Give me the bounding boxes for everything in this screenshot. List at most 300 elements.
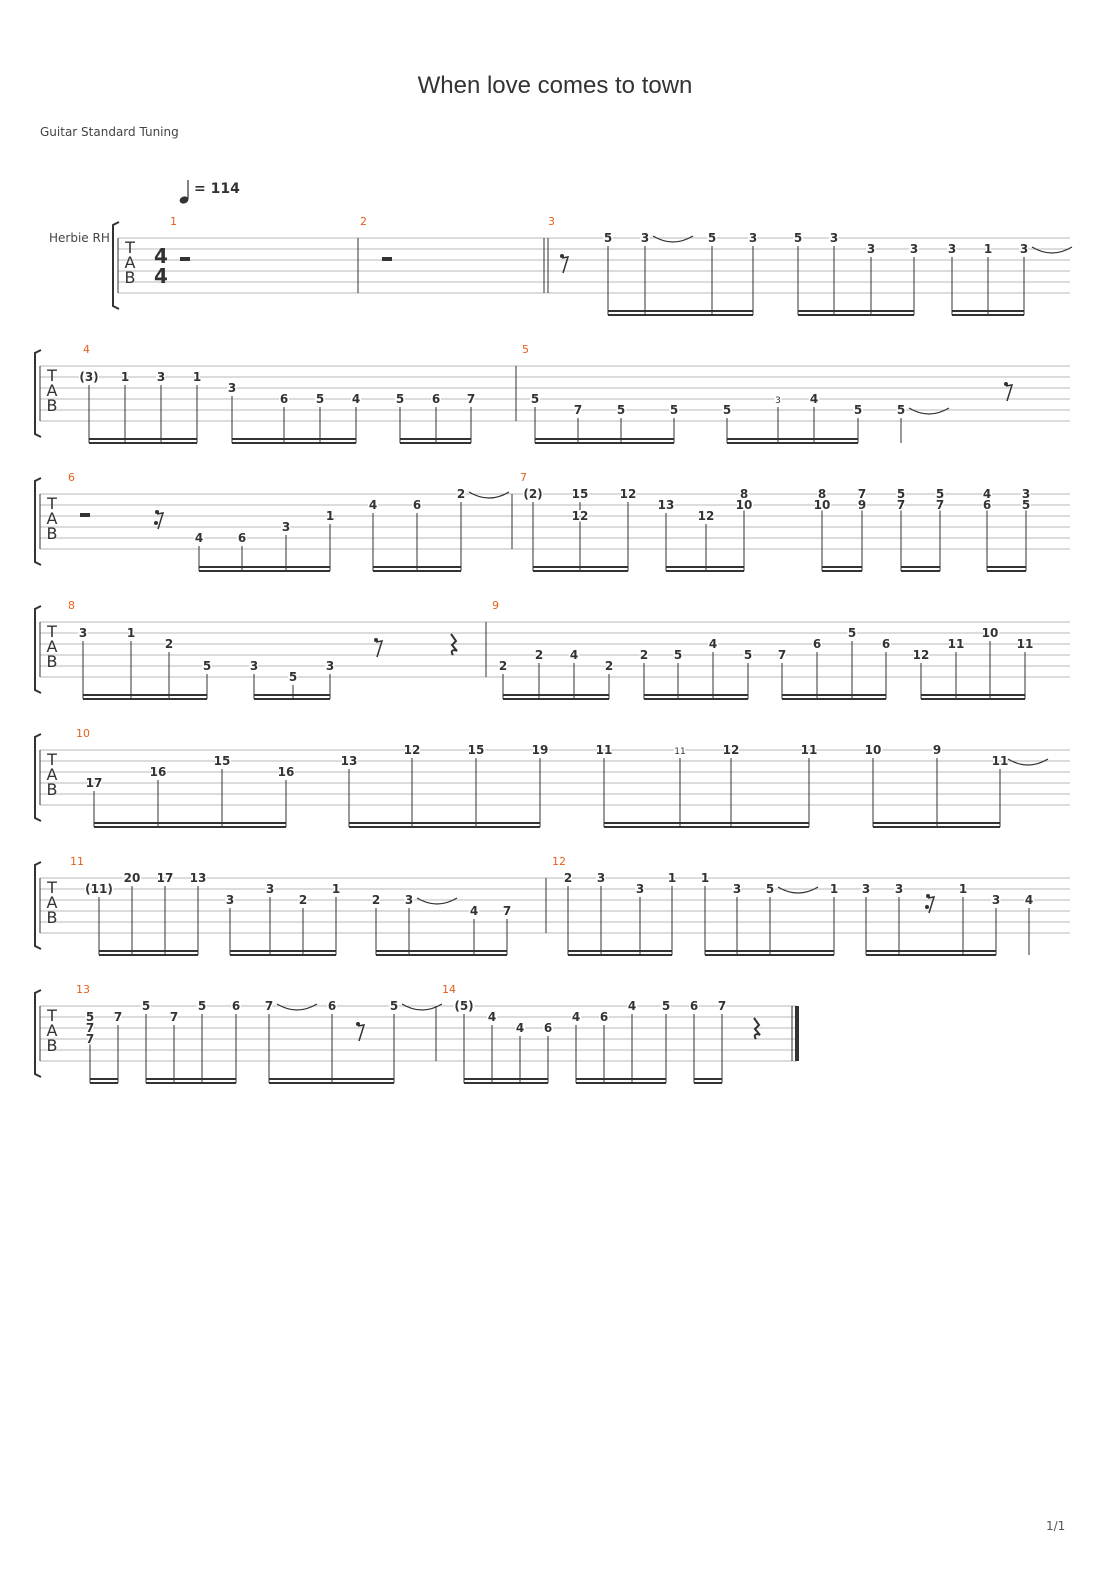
tab-note xyxy=(250,659,258,699)
tab-note xyxy=(814,498,831,571)
beam xyxy=(131,694,169,696)
fret-number: 7 xyxy=(466,392,476,406)
tie xyxy=(417,898,457,904)
fret-number: 4 xyxy=(469,904,479,918)
beam xyxy=(539,694,574,696)
fret-number: 7 xyxy=(935,498,945,512)
beam xyxy=(293,694,330,696)
tab-note xyxy=(266,882,274,955)
tab-note xyxy=(733,882,741,955)
tab-note xyxy=(982,626,999,699)
fret-number: 13 xyxy=(189,871,207,885)
beam xyxy=(230,954,270,956)
measure-number: 2 xyxy=(360,215,367,228)
beam xyxy=(539,698,574,700)
measure-11 xyxy=(70,855,546,956)
beam xyxy=(782,694,817,696)
rest-dot xyxy=(154,521,158,525)
fret-number: 5 xyxy=(1021,498,1031,512)
beam xyxy=(632,1078,666,1080)
fret-number: 16 xyxy=(277,765,295,779)
fret-number: 11 xyxy=(1016,637,1034,651)
beam xyxy=(146,1078,174,1080)
beam xyxy=(409,954,474,956)
fret-number: 3 xyxy=(156,370,166,384)
fret-number: 11 xyxy=(674,747,686,757)
fret-number: 4 xyxy=(351,392,361,406)
tab-note xyxy=(190,871,207,955)
fret-number: 5 xyxy=(202,659,212,673)
fret-number: 1 xyxy=(983,242,993,256)
tab-note xyxy=(794,231,802,315)
tab-note xyxy=(701,871,709,955)
tab-note xyxy=(299,893,307,955)
beam xyxy=(400,442,436,444)
tab-note xyxy=(620,487,637,571)
beam xyxy=(535,442,578,444)
fret-number: 1 xyxy=(325,509,335,523)
fret-number: 3 xyxy=(748,231,758,245)
beam xyxy=(232,438,284,440)
beam xyxy=(987,566,1026,568)
beam xyxy=(852,698,886,700)
fret-number: 5 xyxy=(853,403,863,417)
tab-clef-letter: T xyxy=(47,878,57,897)
beam xyxy=(601,954,640,956)
tab-note xyxy=(278,765,295,827)
tab-note xyxy=(813,637,821,699)
beam xyxy=(727,442,778,444)
beam xyxy=(640,950,672,952)
beam xyxy=(727,438,778,440)
staff-system xyxy=(35,471,1070,572)
tab-note xyxy=(142,999,150,1083)
beam xyxy=(956,694,990,696)
beam xyxy=(782,698,817,700)
beam xyxy=(814,438,858,440)
fret-number: 3 xyxy=(894,882,904,896)
beam xyxy=(871,310,914,312)
measure-number: 14 xyxy=(442,983,456,996)
fret-number: 2 xyxy=(534,648,544,662)
rest-dot xyxy=(925,905,929,909)
fret-number: 3 xyxy=(861,882,871,896)
fret-number: 11 xyxy=(991,754,1009,768)
beam xyxy=(987,570,1026,572)
tab-note xyxy=(488,1010,496,1083)
half-rest xyxy=(180,257,190,261)
fret-number: 12 xyxy=(403,743,421,757)
tab-note xyxy=(830,882,838,955)
tab-clef-letter: T xyxy=(125,238,135,257)
beam xyxy=(284,438,320,440)
fret-number: 7 xyxy=(169,1010,179,1024)
beam xyxy=(645,314,712,316)
tab-note xyxy=(198,999,206,1083)
track-name: Herbie RH xyxy=(49,231,110,245)
beam xyxy=(158,826,222,828)
beam xyxy=(817,698,852,700)
fret-number: 7 xyxy=(264,999,274,1013)
fret-number: 3 xyxy=(866,242,876,256)
fret-number: 4 xyxy=(194,531,204,545)
beam xyxy=(580,566,628,568)
measure-number: 1 xyxy=(170,215,177,228)
tempo-value: = 114 xyxy=(194,181,240,197)
tab-note xyxy=(984,242,992,315)
fret-number: 4 xyxy=(809,392,819,406)
tab-note xyxy=(674,747,685,827)
beam xyxy=(694,1082,722,1084)
measure-2 xyxy=(360,215,548,293)
tab-note xyxy=(933,743,941,827)
tab-note xyxy=(690,999,698,1083)
beam xyxy=(680,822,731,824)
beam xyxy=(242,566,286,568)
fret-number: 19 xyxy=(531,743,549,757)
fret-number: 20 xyxy=(123,871,141,885)
tab-note xyxy=(523,487,542,571)
beam xyxy=(778,438,814,440)
measure-7 xyxy=(520,471,1030,572)
beam xyxy=(332,1078,394,1080)
tab-note xyxy=(150,765,167,827)
tab-note xyxy=(895,882,903,955)
fret-number: 5 xyxy=(395,392,405,406)
beam xyxy=(125,442,161,444)
time-signature-bottom: 4 xyxy=(154,264,168,288)
beam xyxy=(533,566,580,568)
fret-number: 5 xyxy=(85,1010,95,1024)
tab-note xyxy=(390,999,442,1083)
fret-number: 7 xyxy=(113,1010,123,1024)
fret-number: 16 xyxy=(149,765,167,779)
beam xyxy=(99,950,132,952)
beam xyxy=(89,442,125,444)
tab-note xyxy=(636,882,644,955)
tab-note xyxy=(854,403,862,443)
beam xyxy=(474,954,507,956)
beam xyxy=(737,950,770,952)
measure-number: 3 xyxy=(548,215,555,228)
tab-note xyxy=(203,659,211,699)
measure-number: 11 xyxy=(70,855,84,868)
beam xyxy=(199,566,242,568)
fret-number: 3 xyxy=(991,893,1001,907)
half-rest xyxy=(80,513,90,517)
tab-clef-letter: T xyxy=(47,494,57,513)
fret-number: 6 xyxy=(881,637,891,651)
tab-note xyxy=(532,743,549,827)
beam xyxy=(770,950,834,952)
measure-number: 6 xyxy=(68,471,75,484)
beam xyxy=(90,1078,118,1080)
fret-number: 1 xyxy=(958,882,968,896)
tab-note xyxy=(983,498,991,571)
beam xyxy=(373,570,417,572)
beam xyxy=(464,1078,492,1080)
beam xyxy=(576,1082,604,1084)
tab-note xyxy=(572,509,589,571)
beam xyxy=(578,442,621,444)
beam xyxy=(464,1082,492,1084)
fret-number: 10 xyxy=(735,498,753,512)
beam xyxy=(99,954,132,956)
tie xyxy=(469,492,509,498)
beam xyxy=(937,826,1000,828)
beam xyxy=(568,950,601,952)
beam xyxy=(666,570,706,572)
beam xyxy=(132,954,165,956)
fret-number: 12 xyxy=(619,487,637,501)
fret-number: 3 xyxy=(640,231,650,245)
beam xyxy=(412,826,476,828)
beam xyxy=(503,694,539,696)
fret-number: 7 xyxy=(717,999,727,1013)
measure-5 xyxy=(522,343,1012,444)
fret-number: 9 xyxy=(932,743,942,757)
fret-number: (3) xyxy=(79,370,99,384)
beam xyxy=(293,698,330,700)
tuning-label: Guitar Standard Tuning xyxy=(40,125,179,139)
measure-number: 8 xyxy=(68,599,75,612)
beam xyxy=(778,442,814,444)
beam xyxy=(608,314,645,316)
beam xyxy=(901,566,940,568)
tab-note xyxy=(848,626,856,699)
fret-number: 1 xyxy=(829,882,839,896)
fret-number: 11 xyxy=(595,743,613,757)
fret-number: 6 xyxy=(231,999,241,1013)
beam xyxy=(242,570,286,572)
tab-note xyxy=(570,648,578,699)
tab-note xyxy=(1025,893,1033,955)
measure-number: 12 xyxy=(552,855,566,868)
tab-clef-letter: A xyxy=(46,637,58,656)
tab-note xyxy=(862,882,870,955)
beam xyxy=(988,314,1024,316)
beam xyxy=(125,438,161,440)
tab-note xyxy=(600,1010,608,1083)
fret-number: 6 xyxy=(237,531,247,545)
beam xyxy=(533,570,580,572)
tab-note xyxy=(596,743,613,827)
tab-note xyxy=(617,403,625,443)
fret-number: 17 xyxy=(85,776,103,790)
beam xyxy=(269,1082,332,1084)
beam xyxy=(988,310,1024,312)
fret-number: 6 xyxy=(327,999,337,1013)
tab-note xyxy=(913,648,930,699)
beam xyxy=(492,1082,520,1084)
measure-12 xyxy=(552,855,1033,956)
beam xyxy=(963,950,996,952)
tab-clef-letter: A xyxy=(46,381,58,400)
tab-note xyxy=(157,871,174,955)
tab-clef-letter: T xyxy=(47,366,57,385)
beam xyxy=(199,570,242,572)
fret-number: 3 xyxy=(78,626,88,640)
beam xyxy=(901,570,940,572)
fret-number: 3 xyxy=(829,231,839,245)
fret-number: 5 xyxy=(603,231,613,245)
beam xyxy=(956,698,990,700)
fret-number: 4 xyxy=(571,1010,581,1024)
fret-number: 8 xyxy=(817,487,827,501)
fret-number: 5 xyxy=(669,403,679,417)
measure-14 xyxy=(442,983,799,1084)
tab-note xyxy=(674,648,682,699)
measure-number: 10 xyxy=(76,727,90,740)
tab-note xyxy=(79,370,98,443)
tab-note xyxy=(86,776,103,827)
beam xyxy=(169,698,207,700)
tab-note xyxy=(341,754,358,827)
beam xyxy=(899,950,963,952)
beam xyxy=(873,822,937,824)
tab-note xyxy=(328,999,336,1083)
beam xyxy=(132,950,165,952)
tie xyxy=(1032,247,1072,253)
fret-number: 3 xyxy=(265,882,275,896)
page-number: 1/1 xyxy=(1046,1519,1066,1533)
tab-note xyxy=(564,871,572,955)
beam xyxy=(706,570,744,572)
beam xyxy=(436,438,471,440)
tab-note xyxy=(405,893,457,955)
fret-number: 9 xyxy=(857,498,867,512)
tab-note xyxy=(232,999,240,1083)
tab-note xyxy=(282,520,290,571)
fret-number: 5 xyxy=(197,999,207,1013)
tab-note xyxy=(226,893,234,955)
tab-note xyxy=(766,882,818,955)
fret-number: 3 xyxy=(227,381,237,395)
tab-note xyxy=(897,403,949,443)
fret-number: 5 xyxy=(707,231,717,245)
fret-number: 3 xyxy=(249,659,259,673)
fret-number: 2 xyxy=(639,648,649,662)
tab-note xyxy=(544,1021,552,1083)
beam xyxy=(604,1082,632,1084)
fret-number: 3 xyxy=(1021,487,1031,501)
beam xyxy=(254,694,293,696)
beam xyxy=(94,822,158,824)
beam xyxy=(303,954,336,956)
fret-number: 10 xyxy=(864,743,882,757)
beam xyxy=(712,310,753,312)
fret-number: 7 xyxy=(777,648,787,662)
tab-clef-letter: B xyxy=(46,1036,58,1055)
tab-note xyxy=(867,242,875,315)
fret-number: 6 xyxy=(279,392,289,406)
fret-number: 13 xyxy=(340,754,358,768)
tab-note xyxy=(332,882,340,955)
beam xyxy=(230,950,270,952)
beam xyxy=(303,950,336,952)
final-barline-thick xyxy=(795,1006,799,1061)
fret-number: 5 xyxy=(530,392,540,406)
tab-note xyxy=(959,882,967,955)
tab-note xyxy=(165,637,173,699)
tab-note xyxy=(709,637,717,699)
tab-note xyxy=(830,231,838,315)
tab-note xyxy=(369,498,377,571)
beam xyxy=(990,698,1025,700)
beam xyxy=(158,822,222,824)
beam xyxy=(871,314,914,316)
fret-number: (2) xyxy=(523,487,543,501)
tab-note xyxy=(121,370,129,443)
tab-note xyxy=(503,904,511,955)
tab-note xyxy=(114,1010,122,1083)
beam xyxy=(90,1082,118,1084)
tab-note xyxy=(668,871,676,955)
measure-number: 7 xyxy=(520,471,527,484)
measure-number: 4 xyxy=(83,343,90,356)
beam xyxy=(705,954,737,956)
fret-number: 5 xyxy=(389,999,399,1013)
fret-number: 5 xyxy=(141,999,151,1013)
beam xyxy=(89,438,125,440)
fret-number: 6 xyxy=(812,637,822,651)
beam xyxy=(169,694,207,696)
fret-number: 4 xyxy=(515,1021,525,1035)
tab-note xyxy=(535,648,543,699)
beam xyxy=(621,442,674,444)
beam xyxy=(165,954,198,956)
beam xyxy=(680,826,731,828)
fret-number: 3 xyxy=(635,882,645,896)
beam xyxy=(417,566,461,568)
tab-note xyxy=(124,871,141,955)
tab-note xyxy=(352,392,360,443)
tab-note xyxy=(228,381,236,443)
beam xyxy=(286,566,330,568)
fret-number: 7 xyxy=(85,1032,95,1046)
beam xyxy=(417,570,461,572)
beam xyxy=(474,950,507,952)
tab-note xyxy=(214,754,231,827)
fret-number: 4 xyxy=(627,999,637,1013)
tab-clef-letter: B xyxy=(124,268,136,287)
fret-number: 3 xyxy=(404,893,414,907)
fret-number: 1 xyxy=(192,370,202,384)
beam xyxy=(601,950,640,952)
beam xyxy=(174,1078,202,1080)
tab-note xyxy=(604,231,612,315)
fret-number: 13 xyxy=(657,498,675,512)
beam xyxy=(952,314,988,316)
beam xyxy=(731,822,809,824)
fret-number: 8 xyxy=(739,487,749,501)
beam xyxy=(270,954,303,956)
beam xyxy=(146,1082,174,1084)
tab-note xyxy=(718,999,726,1083)
fret-number: 12 xyxy=(912,648,930,662)
fret-number: 12 xyxy=(571,509,589,523)
fret-number: (5) xyxy=(454,999,474,1013)
beam xyxy=(83,694,131,696)
tab-clef-letter: T xyxy=(47,1006,57,1025)
beam xyxy=(492,1078,520,1080)
beam xyxy=(436,442,471,444)
tab-clef-letter: B xyxy=(46,780,58,799)
beam xyxy=(269,1078,332,1080)
beam xyxy=(400,438,436,440)
tab-note xyxy=(396,392,404,443)
tab-note xyxy=(948,637,965,699)
